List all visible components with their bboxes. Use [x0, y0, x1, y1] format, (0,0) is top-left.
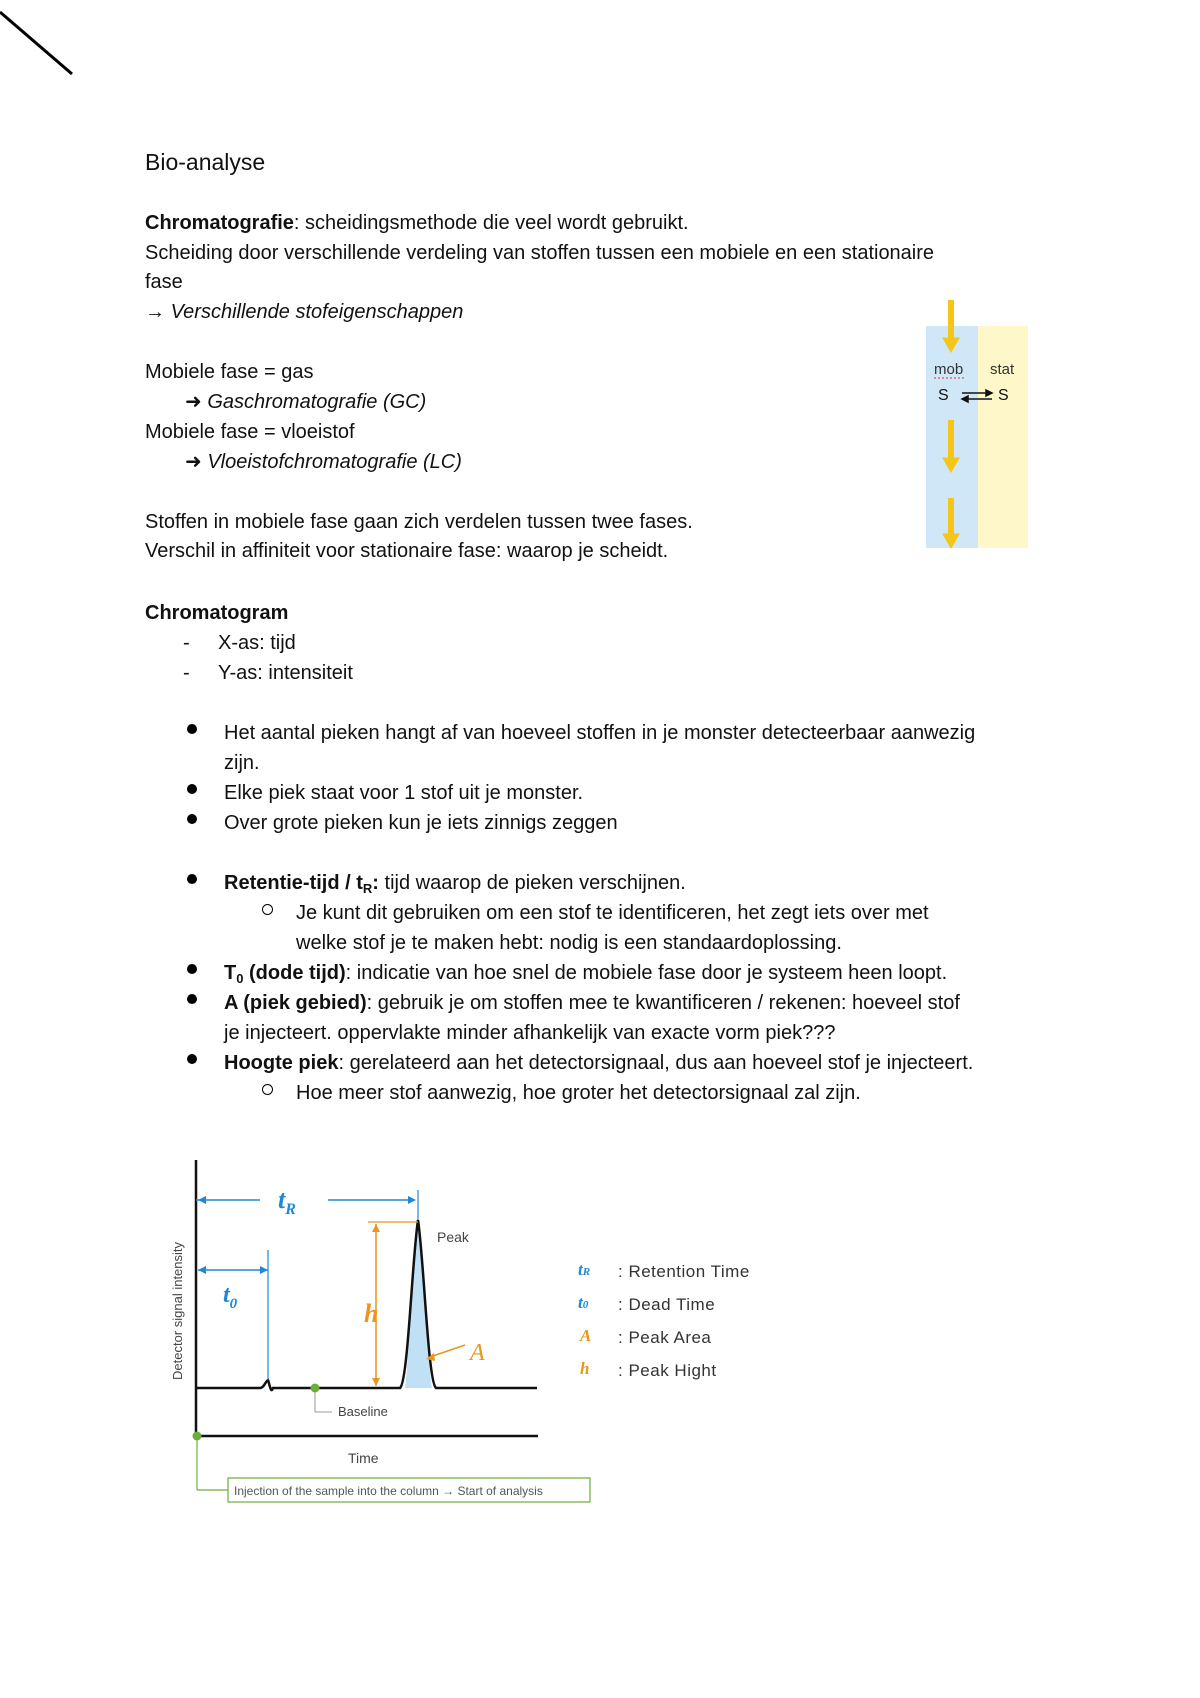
bullet-icon [187, 724, 197, 734]
A-symbol: A [470, 1340, 485, 1366]
tR-symbol: $t_R$ [278, 1185, 296, 1218]
retention-sub: R [362, 881, 373, 896]
legend-symbol-A: A [580, 1326, 592, 1345]
distribution-line-2: Verschil in affiniteit voor stationaire fase: waarop je scheidt. [145, 540, 669, 562]
intro-line-2: Scheiding door verschillende verdeling van stoffen tussen een mobiele en een stationaire [145, 242, 935, 264]
injection-marker [193, 1432, 202, 1441]
t0-sub: 0 [236, 971, 244, 986]
y-axis-item: Y-as: intensiteit [218, 662, 353, 684]
stat-label: stat [990, 361, 1015, 378]
t0-text: : indicatie van hoe snel de mobiele fase door je systeem heen loopt. [345, 962, 948, 984]
term-chromatografie: Chromatografie [145, 212, 294, 234]
baseline-label: Baseline [338, 1404, 388, 1419]
legend-retention: : Retention Time [618, 1262, 750, 1281]
y-axis-label: Detector signal intensity [170, 1241, 185, 1380]
height-term: Hoogte piek [224, 1052, 339, 1074]
area-text: : gebruik je om stoffen mee te kwantificeren / rekenen: hoeveel stof [366, 992, 960, 1014]
area-text-cont: je injecteert. oppervlakte minder afhankelijk van exacte vorm piek??? [224, 1022, 836, 1044]
legend-peak-height: : Peak Hight [618, 1361, 717, 1380]
phase-liquid: Mobiele fase = vloeistof [145, 421, 355, 443]
retention-text: tijd waarop de pieken verschijnen. [378, 872, 686, 894]
lc-label: Vloeistofchromatografie (LC) [207, 451, 462, 473]
distribution-line-1: Stoffen in mobiele fase gaan zich verdelen tussen twee fases. [145, 511, 693, 533]
mob-label: mob [934, 361, 964, 378]
area-bullet [224, 989, 960, 1018]
phase-gas: Mobiele fase = gas [145, 361, 314, 383]
legend-peak-area: : Peak Area [618, 1328, 712, 1347]
dash: - [183, 632, 190, 654]
retention-bullet [224, 869, 686, 903]
t0-bullet [224, 959, 947, 993]
height-text: : gerelateerd aan het detectorsignaal, dus aan hoeveel stof je injecteert. [338, 1052, 974, 1074]
bullet-text: Elke piek staat voor 1 stof uit je monster. [224, 782, 584, 804]
bullet-text: Het aantal pieken hangt af van hoeveel stoffen in je monster detecteerbaar aanwezig [224, 722, 976, 744]
area-pointer [430, 1345, 465, 1357]
stationary-phase-area [978, 326, 1028, 548]
baseline-marker [311, 1384, 320, 1393]
bullet-icon [187, 874, 197, 884]
circle-bullet-icon [262, 1084, 273, 1095]
bullet-icon [187, 814, 197, 824]
chromatogram-heading: Chromatogram [145, 602, 289, 624]
circle-bullet-icon [262, 904, 273, 915]
peak-label: Peak [437, 1229, 469, 1245]
retention-colon: : [372, 872, 379, 894]
bullet-text: Over grote pieken kun je iets zinnigs zeggen [224, 812, 618, 834]
gc-label: Gaschromatografie (GC) [207, 391, 427, 413]
retention-term: Retentie-tijd / t [224, 872, 363, 894]
legend-symbol-tR: tR [578, 1260, 591, 1279]
bold-arrow-icon: ➜ [185, 391, 202, 413]
area-term: A (piek gebied) [224, 992, 367, 1014]
height-subtext: Hoe meer stof aanwezig, hoe groter het detectorsignaal zal zijn. [296, 1082, 861, 1104]
retention-subtext: Je kunt dit gebruiken om een stof te identificeren, het zegt iets over met [296, 902, 929, 924]
right-arrow-icon: → [145, 301, 165, 323]
bullet-icon [187, 1054, 197, 1064]
s-right-label: S [998, 387, 1009, 404]
retention-subtext-cont: welke stof je te maken hebt: nodig is een standaardoplossing. [296, 932, 842, 954]
h-symbol: h [364, 1299, 379, 1328]
arrow-note: Verschillende stofeigenschappen [170, 301, 464, 323]
legend-dead-time: : Dead Time [618, 1295, 716, 1314]
legend-symbol-h: h [580, 1359, 590, 1378]
injection-label: Injection of the sample into the column → Start of analysis [234, 1484, 543, 1498]
intro-line-3: fase [145, 271, 183, 293]
dash: - [183, 662, 190, 684]
bullet-icon [187, 964, 197, 974]
tR-dimension [196, 1190, 418, 1220]
t0-dimension [198, 1250, 268, 1380]
page-title: Bio-analyse [145, 149, 266, 175]
bullet-icon [187, 784, 197, 794]
peak-area [405, 1220, 432, 1388]
bullet-icon [187, 994, 197, 1004]
x-axis-label: Time [348, 1450, 379, 1466]
bullet-text-cont: zijn. [224, 752, 260, 774]
t0-symbol: $t_0$ [223, 1282, 238, 1312]
x-axis-item: X-as: tijd [218, 632, 296, 654]
t0-term-a: T [224, 962, 237, 984]
s-left-label: S [938, 387, 949, 404]
legend-symbol-t0: t0 [578, 1293, 589, 1312]
t0-term-b: (dode tijd) [243, 962, 346, 984]
phase-diagram [0, 0, 1200, 600]
height-bullet [224, 1049, 973, 1078]
bold-arrow-icon: ➜ [185, 451, 202, 473]
intro-definition: : scheidingsmethode die veel wordt gebruikt. [293, 212, 689, 234]
